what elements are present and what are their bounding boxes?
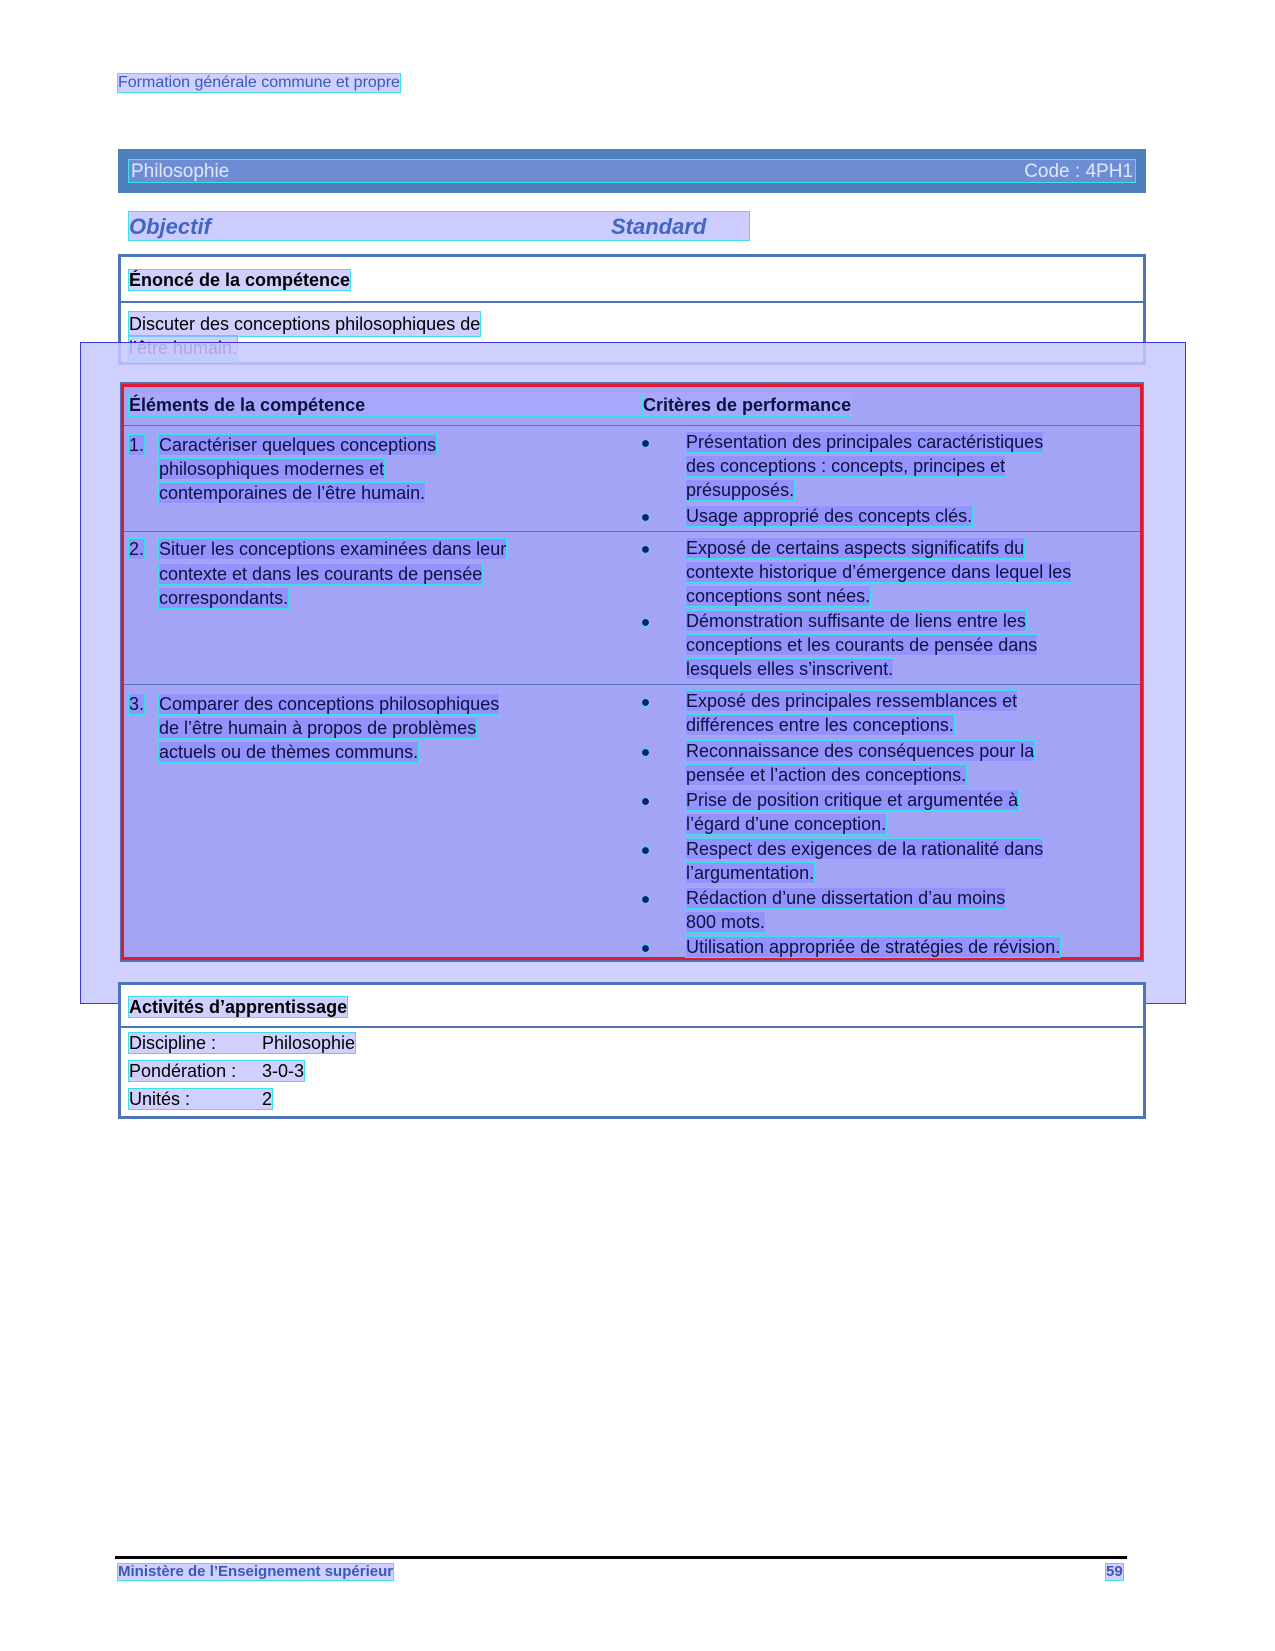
col-header-criteres: Critères de performance [643, 395, 852, 415]
footer-rule [115, 1556, 1127, 1559]
criterion-line: conceptions et les courants de pensée dans [686, 635, 1038, 655]
criterion-line: différences entre les conceptions. [686, 715, 954, 735]
criterion-line: Exposé des principales ressemblances et [686, 691, 1018, 711]
element-number: 2. [129, 539, 145, 559]
criterion-line: lesquels elles s’inscrivent. [686, 659, 894, 679]
criterion-line: contexte historique d’émergence dans lequel les [686, 562, 1072, 582]
activites-divider [121, 1026, 1143, 1028]
criterion-line: l’égard d’une conception. [686, 814, 887, 834]
criterion-line: Démonstration suffisante de liens entre les [686, 611, 1026, 631]
bullet-icon [642, 896, 649, 903]
course-name: Philosophie [131, 161, 230, 182]
bullet-icon [642, 749, 649, 756]
element-line: Caractériser quelques conceptions [159, 435, 437, 455]
criterion-line: Présentation des principales caractéristiques [686, 432, 1044, 452]
criterion-line: Prise de position critique et argumentée à [686, 790, 1019, 810]
bullet-icon [642, 514, 649, 521]
enonce-line: Discuter des conceptions philosophiques de [129, 314, 481, 334]
page-number: 59 [1106, 1563, 1123, 1580]
course-title-bar [118, 149, 1146, 193]
enonce-title: Énoncé de la compétence [129, 270, 351, 290]
bullet-icon [642, 847, 649, 854]
row-divider [124, 531, 1140, 532]
ponderation-row [129, 1061, 304, 1081]
unites-value: 2 [262, 1089, 273, 1109]
running-header: Formation générale commune et propre [118, 74, 400, 91]
enonce-divider [121, 301, 1143, 303]
ponderation-label: Pondération : [129, 1061, 237, 1081]
header-divider [124, 425, 1140, 426]
objective-label: Objectif [129, 214, 211, 239]
bullet-icon [642, 546, 649, 553]
course-code: Code : 4PH1 [1024, 161, 1133, 182]
standard-label: Standard [611, 214, 707, 239]
bullet-icon [642, 798, 649, 805]
element-number: 1. [129, 435, 145, 455]
criterion-line: l’argumentation. [686, 863, 815, 883]
element-line: de l’être humain à propos de problèmes [159, 718, 477, 738]
bullet-icon [642, 945, 649, 952]
element-line: contemporaines de l’être humain. [159, 483, 426, 503]
discipline-label: Discipline : [129, 1033, 217, 1053]
bullet-icon [642, 619, 649, 626]
discipline-value: Philosophie [262, 1033, 356, 1053]
row-divider [124, 684, 1140, 685]
criterion-line: des conceptions : concepts, principes et [686, 456, 1006, 476]
criterion-line: Utilisation appropriée de stratégies de révision. [686, 937, 1061, 957]
objective-standard-row [129, 212, 749, 240]
criterion-line: Respect des exigences de la rationalité dans [686, 839, 1044, 859]
criterion-line: conceptions sont nées. [686, 586, 871, 606]
element-line: Situer les conceptions examinées dans leur [159, 539, 507, 559]
footer-ministry: Ministère de l’Enseignement supérieur [118, 1563, 394, 1580]
activites-title: Activités d’apprentissage [129, 997, 348, 1017]
criterion-line: présupposés. [686, 480, 795, 500]
element-line: contexte et dans les courants de pensée [159, 564, 483, 584]
bullet-icon [642, 440, 649, 447]
discipline-row [129, 1033, 355, 1053]
unites-row [129, 1089, 272, 1109]
element-line: actuels ou de thèmes communs. [159, 742, 419, 762]
criterion-line: Usage approprié des concepts clés. [686, 506, 973, 526]
element-line: correspondants. [159, 588, 289, 608]
element-number: 3. [129, 694, 145, 714]
bullet-icon [642, 699, 649, 706]
criterion-line: pensée et l’action des conceptions. [686, 765, 967, 785]
col-header-elements: Éléments de la compétence [129, 394, 641, 416]
ponderation-value: 3-0-3 [262, 1061, 305, 1081]
criterion-line: Exposé de certains aspects significatifs du [686, 538, 1025, 558]
criterion-line: 800 mots. [686, 912, 766, 932]
element-line: philosophiques modernes et [159, 459, 385, 479]
element-line: Comparer des conceptions philosophiques [159, 694, 500, 714]
criterion-line: Rédaction d’une dissertation d’au moins [686, 888, 1006, 908]
criterion-line: Reconnaissance des conséquences pour la [686, 741, 1035, 761]
unites-label: Unités : [129, 1089, 191, 1109]
